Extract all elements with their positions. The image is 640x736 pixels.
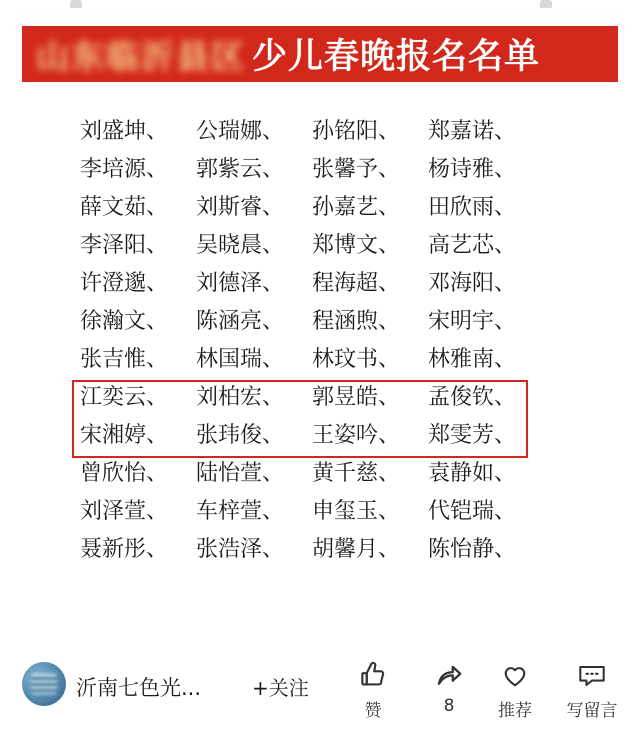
name-cell: 许澄邈、 <box>80 270 169 296</box>
account-name[interactable]: 沂南七色光... <box>76 676 202 700</box>
name-row <box>22 490 618 528</box>
name-cell: 宋明宇、 <box>428 308 517 334</box>
banner-blurred-prefix: 山东临沂县区 <box>36 37 246 75</box>
name-cell: 张浩泽、 <box>196 536 285 562</box>
name-cell: 王姿吟、 <box>312 422 401 448</box>
name-cell: 邓海阳、 <box>428 270 517 296</box>
share-count: 8 <box>443 696 455 716</box>
name-cell: 林雅南、 <box>428 346 517 372</box>
name-cell: 陆怡萱、 <box>196 460 285 486</box>
name-row <box>22 528 618 566</box>
name-cell: 李培源、 <box>80 156 169 182</box>
name-cell: 孙嘉艺、 <box>312 194 401 220</box>
name-cell: 陈怡静、 <box>428 536 517 562</box>
name-cell: 代铠瑞、 <box>428 498 517 524</box>
name-cell: 刘德泽、 <box>196 270 285 296</box>
name-row <box>22 300 618 338</box>
name-cell: 田欣雨、 <box>428 194 517 220</box>
name-cell: 张玮俊、 <box>196 422 285 448</box>
name-cell: 杨诗雅、 <box>428 156 517 182</box>
avatar[interactable] <box>22 662 66 706</box>
name-cell: 聂新彤、 <box>80 536 169 562</box>
name-cell: 郑博文、 <box>312 232 401 258</box>
name-cell: 郭紫云、 <box>196 156 285 182</box>
name-cell: 徐瀚文、 <box>80 308 169 334</box>
name-row <box>22 148 618 186</box>
name-row <box>22 376 618 414</box>
name-cell: 刘柏宏、 <box>196 384 285 410</box>
name-cell: 陈涵亮、 <box>196 308 285 334</box>
name-row <box>22 110 618 148</box>
name-cell: 高艺芯、 <box>428 232 517 258</box>
name-cell: 程海超、 <box>312 270 401 296</box>
name-row <box>22 338 618 376</box>
name-row <box>22 186 618 224</box>
share-button[interactable] <box>412 660 486 716</box>
name-cell: 黄千慈、 <box>312 460 401 486</box>
name-cell: 吴晓晨、 <box>196 232 285 258</box>
name-cell: 郑雯芳、 <box>428 422 517 448</box>
recommend-label: 推荐 <box>498 701 532 721</box>
comment-label: 写留言 <box>566 701 618 721</box>
name-cell: 车梓萱、 <box>196 498 285 524</box>
name-cell: 林国瑞、 <box>196 346 285 372</box>
comment-button[interactable] <box>552 660 632 721</box>
name-cell: 郭昱皓、 <box>312 384 401 410</box>
footer-action-bar <box>0 648 640 736</box>
name-cell: 刘泽萱、 <box>80 498 169 524</box>
name-cell: 张吉惟、 <box>80 346 169 372</box>
thumbs-up-icon <box>336 660 410 694</box>
name-cell: 程涵煦、 <box>312 308 401 334</box>
name-cell: 胡馨月、 <box>312 536 401 562</box>
name-row <box>22 224 618 262</box>
recommend-button[interactable] <box>478 660 552 721</box>
avatar-glyph <box>31 674 57 694</box>
name-cell: 申玺玉、 <box>312 498 401 524</box>
follow-button[interactable]: +关注 <box>252 672 309 701</box>
name-cell: 袁静如、 <box>428 460 517 486</box>
name-cell: 张馨予、 <box>312 156 401 182</box>
name-row <box>22 452 618 490</box>
name-cell: 宋湘婷、 <box>80 422 169 448</box>
name-row <box>22 414 618 452</box>
name-cell: 刘斯睿、 <box>196 194 285 220</box>
name-row <box>22 262 618 300</box>
banner-title: 少儿春晚报名名单 <box>252 37 541 76</box>
name-list <box>22 82 618 648</box>
name-cell: 林玟书、 <box>312 346 401 372</box>
poster-banner <box>22 26 618 82</box>
name-cell: 刘盛坤、 <box>80 118 169 144</box>
name-cell: 李泽阳、 <box>80 232 169 258</box>
like-label: 赞 <box>364 701 382 721</box>
like-button[interactable] <box>336 660 410 721</box>
name-cell: 江奕云、 <box>80 384 169 410</box>
name-cell: 郑嘉诺、 <box>428 118 517 144</box>
comment-icon <box>552 660 632 694</box>
name-cell: 孟俊钦、 <box>428 384 517 410</box>
share-icon <box>412 660 486 694</box>
name-cell: 公瑞娜、 <box>196 118 285 144</box>
name-cell: 曾欣怡、 <box>80 460 169 486</box>
heart-icon <box>478 660 552 694</box>
name-cell: 薛文茹、 <box>80 194 169 220</box>
name-cell: 孙铭阳、 <box>312 118 401 144</box>
